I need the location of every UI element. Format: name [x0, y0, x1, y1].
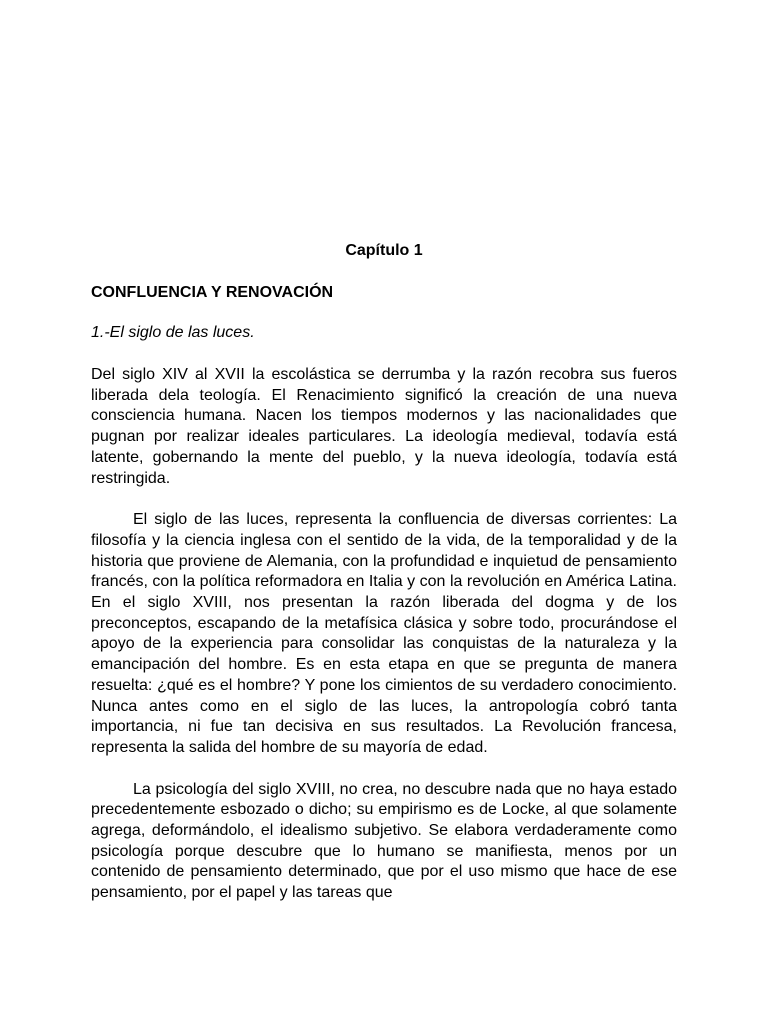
section-heading: 1.-El siglo de las luces.	[91, 324, 255, 341]
chapter-heading: Capítulo 1	[345, 242, 423, 259]
paragraph-1: Del siglo XIV al XVII la escolástica se derrumba y la razón recobra sus fueros liberada dela teología. El Renacimiento significó la creación de una nueva consciencia humana. Nacen los tiempos modernos y las nacionalidades que pugnan por realizar ideales particulares. La ideología medieval, todavía está latente, gobernando la mente del pueblo, y la nueva ideología, todavía está restringida.	[91, 366, 677, 487]
paragraph-3: La psicología del siglo XVIII, no crea, no descubre nada que no haya estado precedentemente esbozado o dicho; su empirismo es de Locke, al que solamente agrega, deformándolo, el idealismo subjetivo. Se elabora verdaderamente como psicología porque descubre que lo humano se manifiesta, menos por un contenido de pensamiento determinado, que por el uso mismo que hace de ese pensamiento, por el papel y las tareas que	[91, 780, 677, 902]
chapter-title: CONFLUENCIA Y RENOVACIÓN	[91, 284, 334, 301]
paragraph-2: El siglo de las luces, representa la confluencia de diversas corrientes: La filosofía y la ciencia inglesa con el sentido de la vida, de la temporalidad y de la historia que proviene de Alemania, con la profundidad e inquietud de pensamiento francés, con la política reformadora en Italia y con la revolución en América Latina. En el siglo XVIII, nos presentan la razón liberada del dogma y de los preconceptos, escapando de la metafísica clásica y sobre todo, procurándose el apoyo de la experiencia para consolidar las conquistas de la naturaleza y la emancipación del hombre. Es en esta etapa en que se pregunta de manera resuelta: ¿qué es el hombre? Y pone los cimientos de su verdadero conocimiento. Nunca antes como en el siglo de las luces, la antropología cobró tanta importancia, ni fue tan decisiva en sus resultados. La Revolución francesa, representa la salida del hombre de su mayoría de edad.	[91, 511, 677, 756]
document-page	[91, 241, 677, 925]
